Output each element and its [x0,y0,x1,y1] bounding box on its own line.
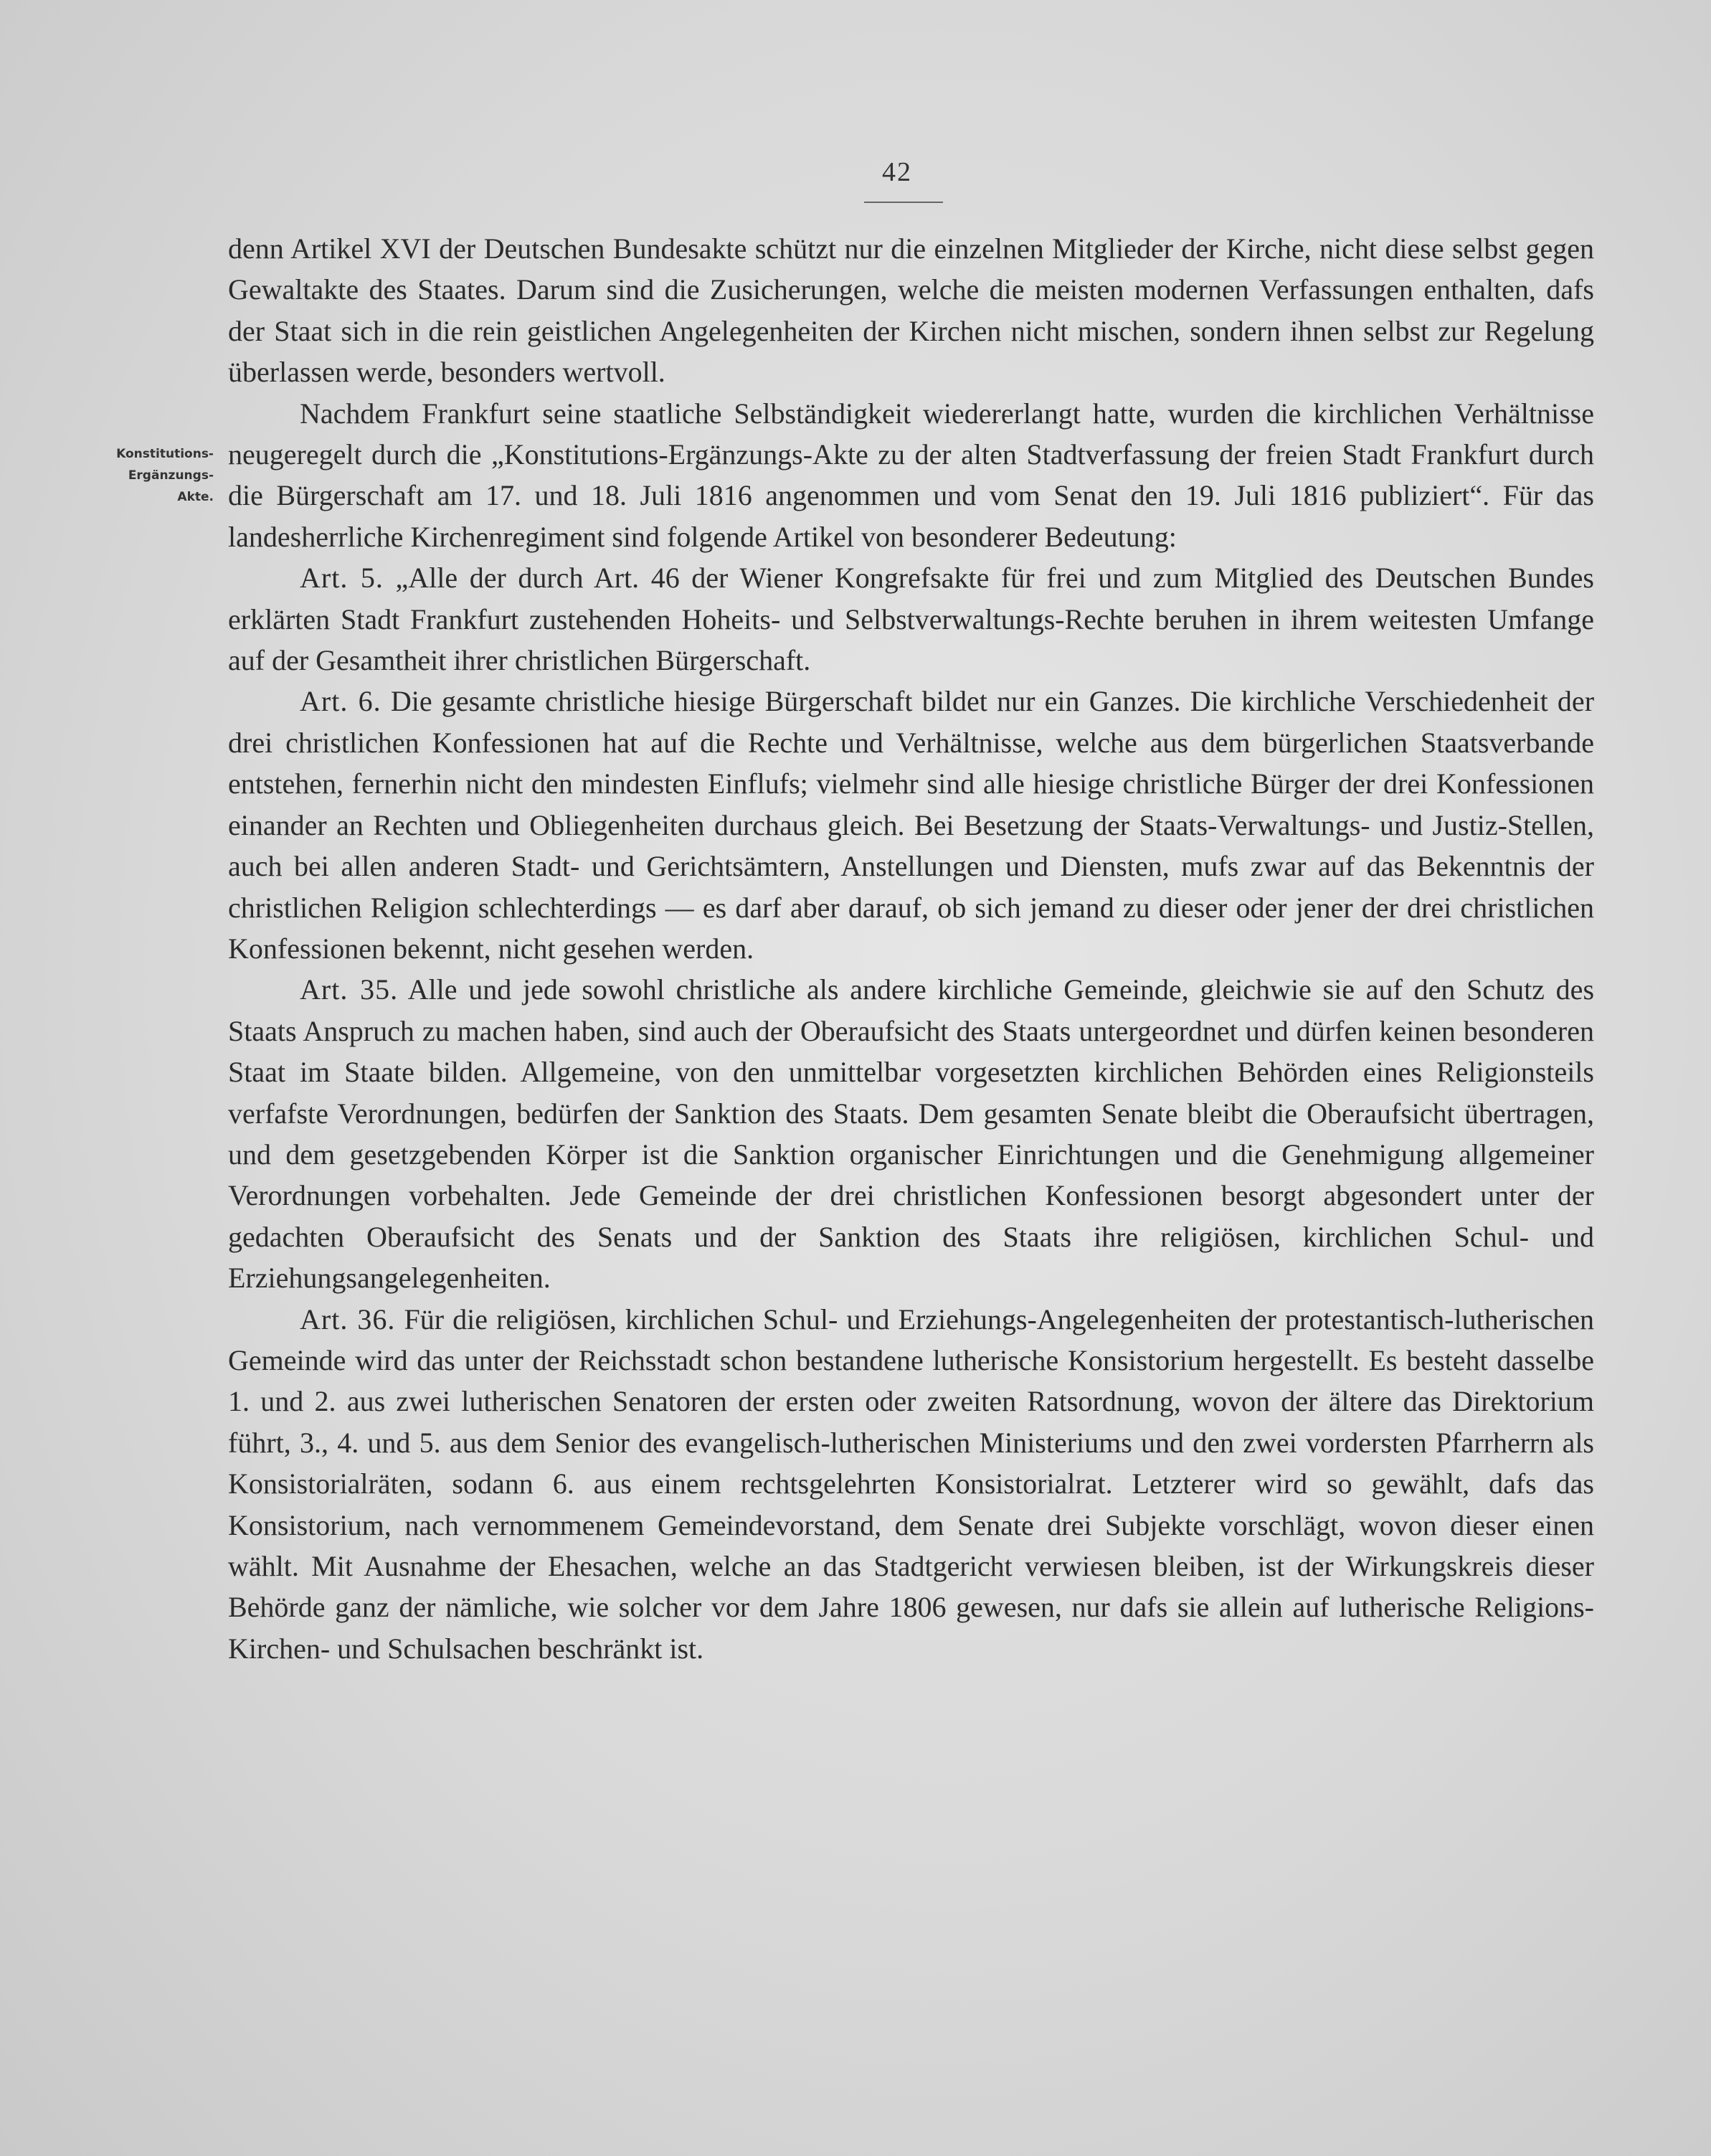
article-paragraph [228,681,1594,969]
paragraph-text: Alle und jede sowohl christliche als andere kirchliche Gemeinde, gleichwie sie auf den Schutz des Staats Anspruch zu machen haben, sind auch der Oberaufsicht des Staats untergeordnet und dürfen keinen besonderen Staat im Staate bilden. Allgemeine, von den unmittelbar vorgesetzten kirchlichen Behörden eines Religionsteils verfafste Verordnungen, bedürfen der Sanktion des Staats. Dem gesamten Senate bleibt die Oberaufsicht übertragen, und dem gesetzgebenden Körper ist die Sanktion organischer Einrichtungen und die Genehmigung allgemeiner Verordnungen vorbehalten. Jede Gemeinde der drei christlichen Konfessionen besorgt abgesondert unter der gedachten Oberaufsicht des Senats und der Sanktion des Staats ihre religiösen, kirchlichen Schul- und Erziehungsangelegenheiten. [228,973,1595,1295]
article-paragraph [228,1299,1594,1670]
paragraph [228,393,1594,558]
paragraph-text: „Alle der durch Art. 46 der Wiener Kongrefsakte für frei und zum Mitglied des Deutschen Bundes erklärten Stadt Frankfurt zustehenden Hoheits- und Selbstverwaltungs-Rechte beruhen in ihrem weitesten Umfange auf der Gesamtheit ihrer christlichen Bürgerschaft. [228,562,1595,677]
article-label: Art. 6. [300,685,381,718]
paragraph-text: Nachdem Frankfurt seine staatliche Selbständigkeit wiedererlangt hatte, wurden die kirchlichen Verhältnisse neugeregelt durch die „Konstitutions-Ergänzungs-Akte zu der alten Stadtverfassung der freien Stadt Frankfurt durch die Bürgerschaft am 17. und 18. Juli 1816 angenommen und vom Senat den 19. Juli 1816 publiziert“. Für das landesherrliche Kirchenregiment sind folgende Artikel von besonderer Bedeutung: [228,397,1594,553]
paragraph-text: Für die religiösen, kirchlichen Schul- und Erziehungs-Angelegenheiten der protestantisch-lutherischen Gemeinde wird das unter der Reichsstadt schon bestandene lutherische Konsistorium hergestellt. Es besteht dasselbe 1. und 2. aus zwei lutherischen Senatoren der ersten oder zweiten Ratsordnung, wovon der ältere das Direktorium führt, 3., 4. und 5. aus dem Senior des evangelisch-lutherischen Ministeriums und den zwei vordersten Pfarrherrn als Konsistorialräten, sodann 6. aus einem rechtsgelehrten Konsistorialrat. Letzterer wird so gewählt, dafs das Konsistorium, nach vernommenem Gemeindevorstand, dem Senate drei Subjekte vorschlägt, wovon dieser einen wählt. Mit Ausnahme der Ehesachen, welche an das Stadtgericht verwiesen bleiben, ist der Wirkungskreis dieser Behörde ganz der nämliche, wie solcher vor dem Jahre 1806 gewesen, nur dafs sie allein auf lutherische Religions-Kirchen- und Schulsachen beschränkt ist. [228,1302,1594,1665]
margin-note-line: Konstitutions- [116,447,214,461]
paragraph-text: denn Artikel XVI der Deutschen Bundesakte schützt nur die einzelnen Mitglieder der Kirche, nicht diese selbst gegen Gewaltakte des Staates. Darum sind die Zusicherungen, welche die meisten modernen Verfassungen enthalten, dafs der Staat sich in die rein geistlichen Angelegenheiten der Kirchen nicht mischen, sondern ihnen selbst zur Regelung überlassen werde, besonders wertvoll. [228,232,1594,389]
margin-note [63,443,214,508]
margin-note-line: Ergänzungs- [128,468,214,483]
margin-note-line: Akte. [177,490,214,504]
article-label: Art. 5. [300,562,384,595]
page-number: 42 [882,157,912,187]
article-label: Art. 36. [300,1302,396,1335]
paragraph [228,228,1594,393]
article-paragraph [228,557,1594,681]
page-number-rule [864,202,943,203]
paragraph-text: Die gesamte christliche hiesige Bürgerschaft bildet nur ein Ganzes. Die kirchliche Verschiedenheit der drei christlichen Konfessionen hat auf die Rechte und Verhältnisse, welche aus dem bürgerlichen Staatsverbande entstehen, fernerhin nicht den mindesten Einflufs; vielmehr sind alle hiesige christliche Bürger der drei Konfessionen einander an Rechten und Obliegenheiten durchaus gleich. Bei Besetzung der Staats-Verwaltungs- und Justiz-Stellen, auch bei allen anderen Stadt- und Gerichtsämtern, Anstellungen und Diensten, mufs zwar auf das Bekenntnis der christlichen Religion schlechterdings — es darf aber darauf, ob sich jemand zu dieser oder jener der drei christlichen Konfessionen bekennt, nicht gesehen werden. [228,685,1595,965]
article-paragraph [228,969,1594,1298]
article-label: Art. 35. [300,973,399,1006]
body-text [228,228,1594,1669]
